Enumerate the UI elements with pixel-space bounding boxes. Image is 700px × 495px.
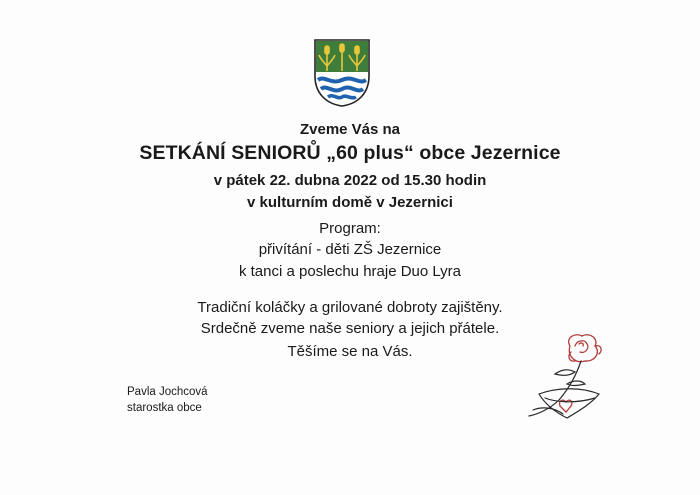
closing-note: Těšíme se na Vás. [287,343,413,360]
program-item: přivítání - děti ZŠ Jezernice [258,241,442,258]
program-heading: Program: [319,220,381,237]
rose-drawing-icon [515,328,615,420]
food-note: Tradiční koláčky a grilované dobroty zajištěny. [197,299,503,316]
event-title: SETKÁNÍ SENIORŮ „60 plus“ obce Jezernice [139,142,561,164]
event-date: v pátek 22. dubna 2022 od 15.30 hodin [213,172,487,189]
signature-name: Pavla Jochcová [127,386,208,398]
signature-role: starostka obce [127,402,202,414]
program-item: k tanci a poslechu hraje Duo Lyra [238,263,462,280]
invite-note: Srdečně zveme naše seniory a jejich přátele. [200,320,500,337]
invitation-intro: Zveme Vás na [299,121,401,138]
event-place: v kulturním domě v Jezernici [247,194,453,211]
municipal-coat-of-arms-icon [313,38,371,108]
